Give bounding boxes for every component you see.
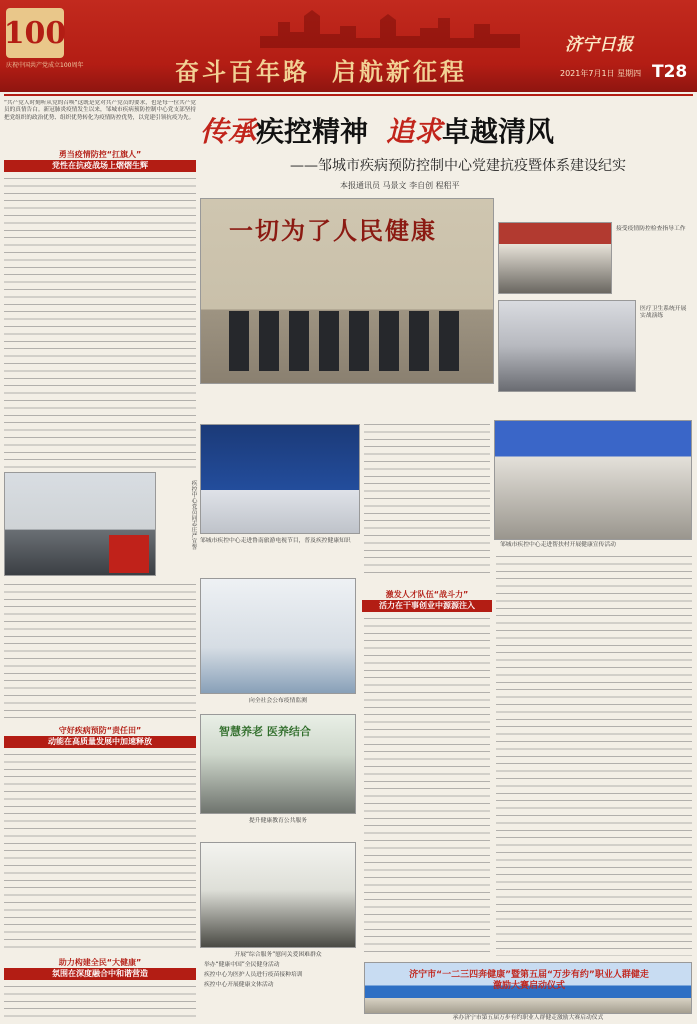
mid-section-heading bbox=[362, 590, 492, 614]
page-number: T28 bbox=[652, 62, 688, 82]
photo-lab bbox=[200, 578, 356, 694]
section-1-body-continued bbox=[4, 584, 196, 724]
photo-oath bbox=[4, 472, 156, 576]
section-1-bar: 党性在抗疫战场上熠熠生辉 bbox=[4, 160, 196, 172]
section-3-body bbox=[4, 986, 196, 1020]
article-headline bbox=[200, 110, 690, 150]
photo-meeting bbox=[498, 300, 636, 392]
photo-launch-ceremony bbox=[364, 962, 692, 1014]
right-body bbox=[496, 556, 692, 956]
caption-vaccination: 邹城市疾控中心走进帮扶村开展健康宣传活动 bbox=[500, 542, 616, 548]
article-subtitle: ——邹城市疾病预防控制中心党建抗疫暨体系建设纪实 bbox=[290, 158, 626, 174]
section-1-small: 勇当疫情防控“扛旗人” bbox=[58, 150, 142, 159]
photo-tv-studio bbox=[200, 424, 360, 534]
masthead-rule bbox=[4, 94, 693, 96]
headline-red-2: 追求 bbox=[386, 115, 443, 148]
caption-inspection: 接受疫情防控检查指导工作 bbox=[616, 226, 686, 232]
slogan-left: 奋斗百年路 bbox=[175, 56, 310, 86]
caption-culture: 疾控中心开展健康文体活动 bbox=[204, 982, 274, 988]
wall-calligraphy: 一切为了人民健康 bbox=[229, 216, 437, 245]
care-sign: 智慧养老 医养结合 bbox=[219, 725, 311, 738]
mid-section-small: 激发人才队伍“战斗力” bbox=[385, 590, 469, 599]
article-byline: 本报通讯员 马景文 李自创 程稆平 bbox=[340, 181, 460, 190]
skyline-illustration bbox=[260, 8, 520, 48]
issue-date: 2021年7月1日 星期四 bbox=[560, 69, 642, 78]
headline-black-1: 疾控精神 bbox=[256, 115, 369, 148]
ceremony-banner-bottom: 激励大赛启动仪式 bbox=[492, 981, 565, 991]
headline-red-1: 传承 bbox=[200, 115, 257, 148]
masthead bbox=[0, 0, 697, 92]
photo-elderly-care bbox=[200, 714, 356, 814]
intro-paragraph: “共产党人时刻听从党的召唤”这既是党对共产党员的要求，也是每一位共产党员的真情告白。新冠肺炎疫情发生以来，邹城市疾病预防控制中心党支部坚持把党组织的政治优势、组织优势转化为疫情防控优势，以党建引领抗疫为先。 bbox=[4, 100, 196, 121]
mid-section-bar: 活力在干事创业中源源注入 bbox=[362, 600, 492, 612]
section-1-body bbox=[4, 178, 196, 468]
section-heading-3 bbox=[4, 958, 196, 982]
photo-inspection bbox=[498, 222, 612, 294]
section-2-body bbox=[4, 754, 196, 954]
section-3-bar: 氛围在深度融合中和谐营造 bbox=[4, 968, 196, 980]
masthead-slogan bbox=[175, 54, 535, 84]
mid-body-1 bbox=[364, 424, 490, 574]
photo-vaccination-tent bbox=[494, 420, 692, 540]
caption-exercise: 开展“综合服务”慰问关爱困难群众 bbox=[234, 952, 322, 958]
photo-exercise bbox=[200, 842, 356, 948]
ceremony-banner-top: 济宁市“一二三四奔健康”暨第五届“万步有约”职业人群健走 bbox=[409, 970, 649, 980]
newspaper-brand: 济宁日报 bbox=[565, 35, 633, 55]
slogan-right: 启航新征程 bbox=[332, 56, 467, 86]
section-heading-2 bbox=[4, 726, 196, 750]
caption-meeting: 医疗卫生系统开展实战演练 bbox=[640, 306, 687, 320]
mid-body-2 bbox=[364, 618, 490, 958]
logo-caption: 庆祝中国共产党成立100周年 bbox=[6, 62, 84, 69]
caption-elderly-care: 提升健康教育公共服务 bbox=[249, 818, 307, 824]
section-heading-1 bbox=[4, 150, 196, 174]
section-2-small: 守好疾病预防“责任田” bbox=[58, 726, 142, 735]
photo-staff-wall bbox=[200, 198, 494, 384]
caption-launch-ceremony: 承办济宁市第五届万步有约职业人群健走激励大赛启动仪式 bbox=[452, 1015, 604, 1021]
caption-training: 疾控中心为医护人员进行疫苗接种培训 bbox=[204, 972, 303, 978]
caption-fitness: 举办“健康中国”全民健身活动 bbox=[204, 962, 280, 968]
caption-photo-oath: 疾控中心党员同志庄严宣誓 bbox=[190, 480, 196, 550]
section-3-small: 助力构建全民“大健康” bbox=[58, 958, 142, 967]
caption-lab: 向全社会公布疫情监测 bbox=[249, 698, 307, 704]
party-flag bbox=[109, 535, 149, 573]
headline-black-2: 卓越清风 bbox=[442, 115, 555, 148]
staff-group bbox=[229, 311, 469, 371]
centennial-logo: 100 bbox=[6, 8, 64, 58]
section-2-bar: 动能在高质量发展中加速释放 bbox=[4, 736, 196, 748]
caption-tv-studio: 邹城市疾控中心走进鲁南旅游电视节目，普及疾控健康知识 bbox=[200, 538, 351, 544]
